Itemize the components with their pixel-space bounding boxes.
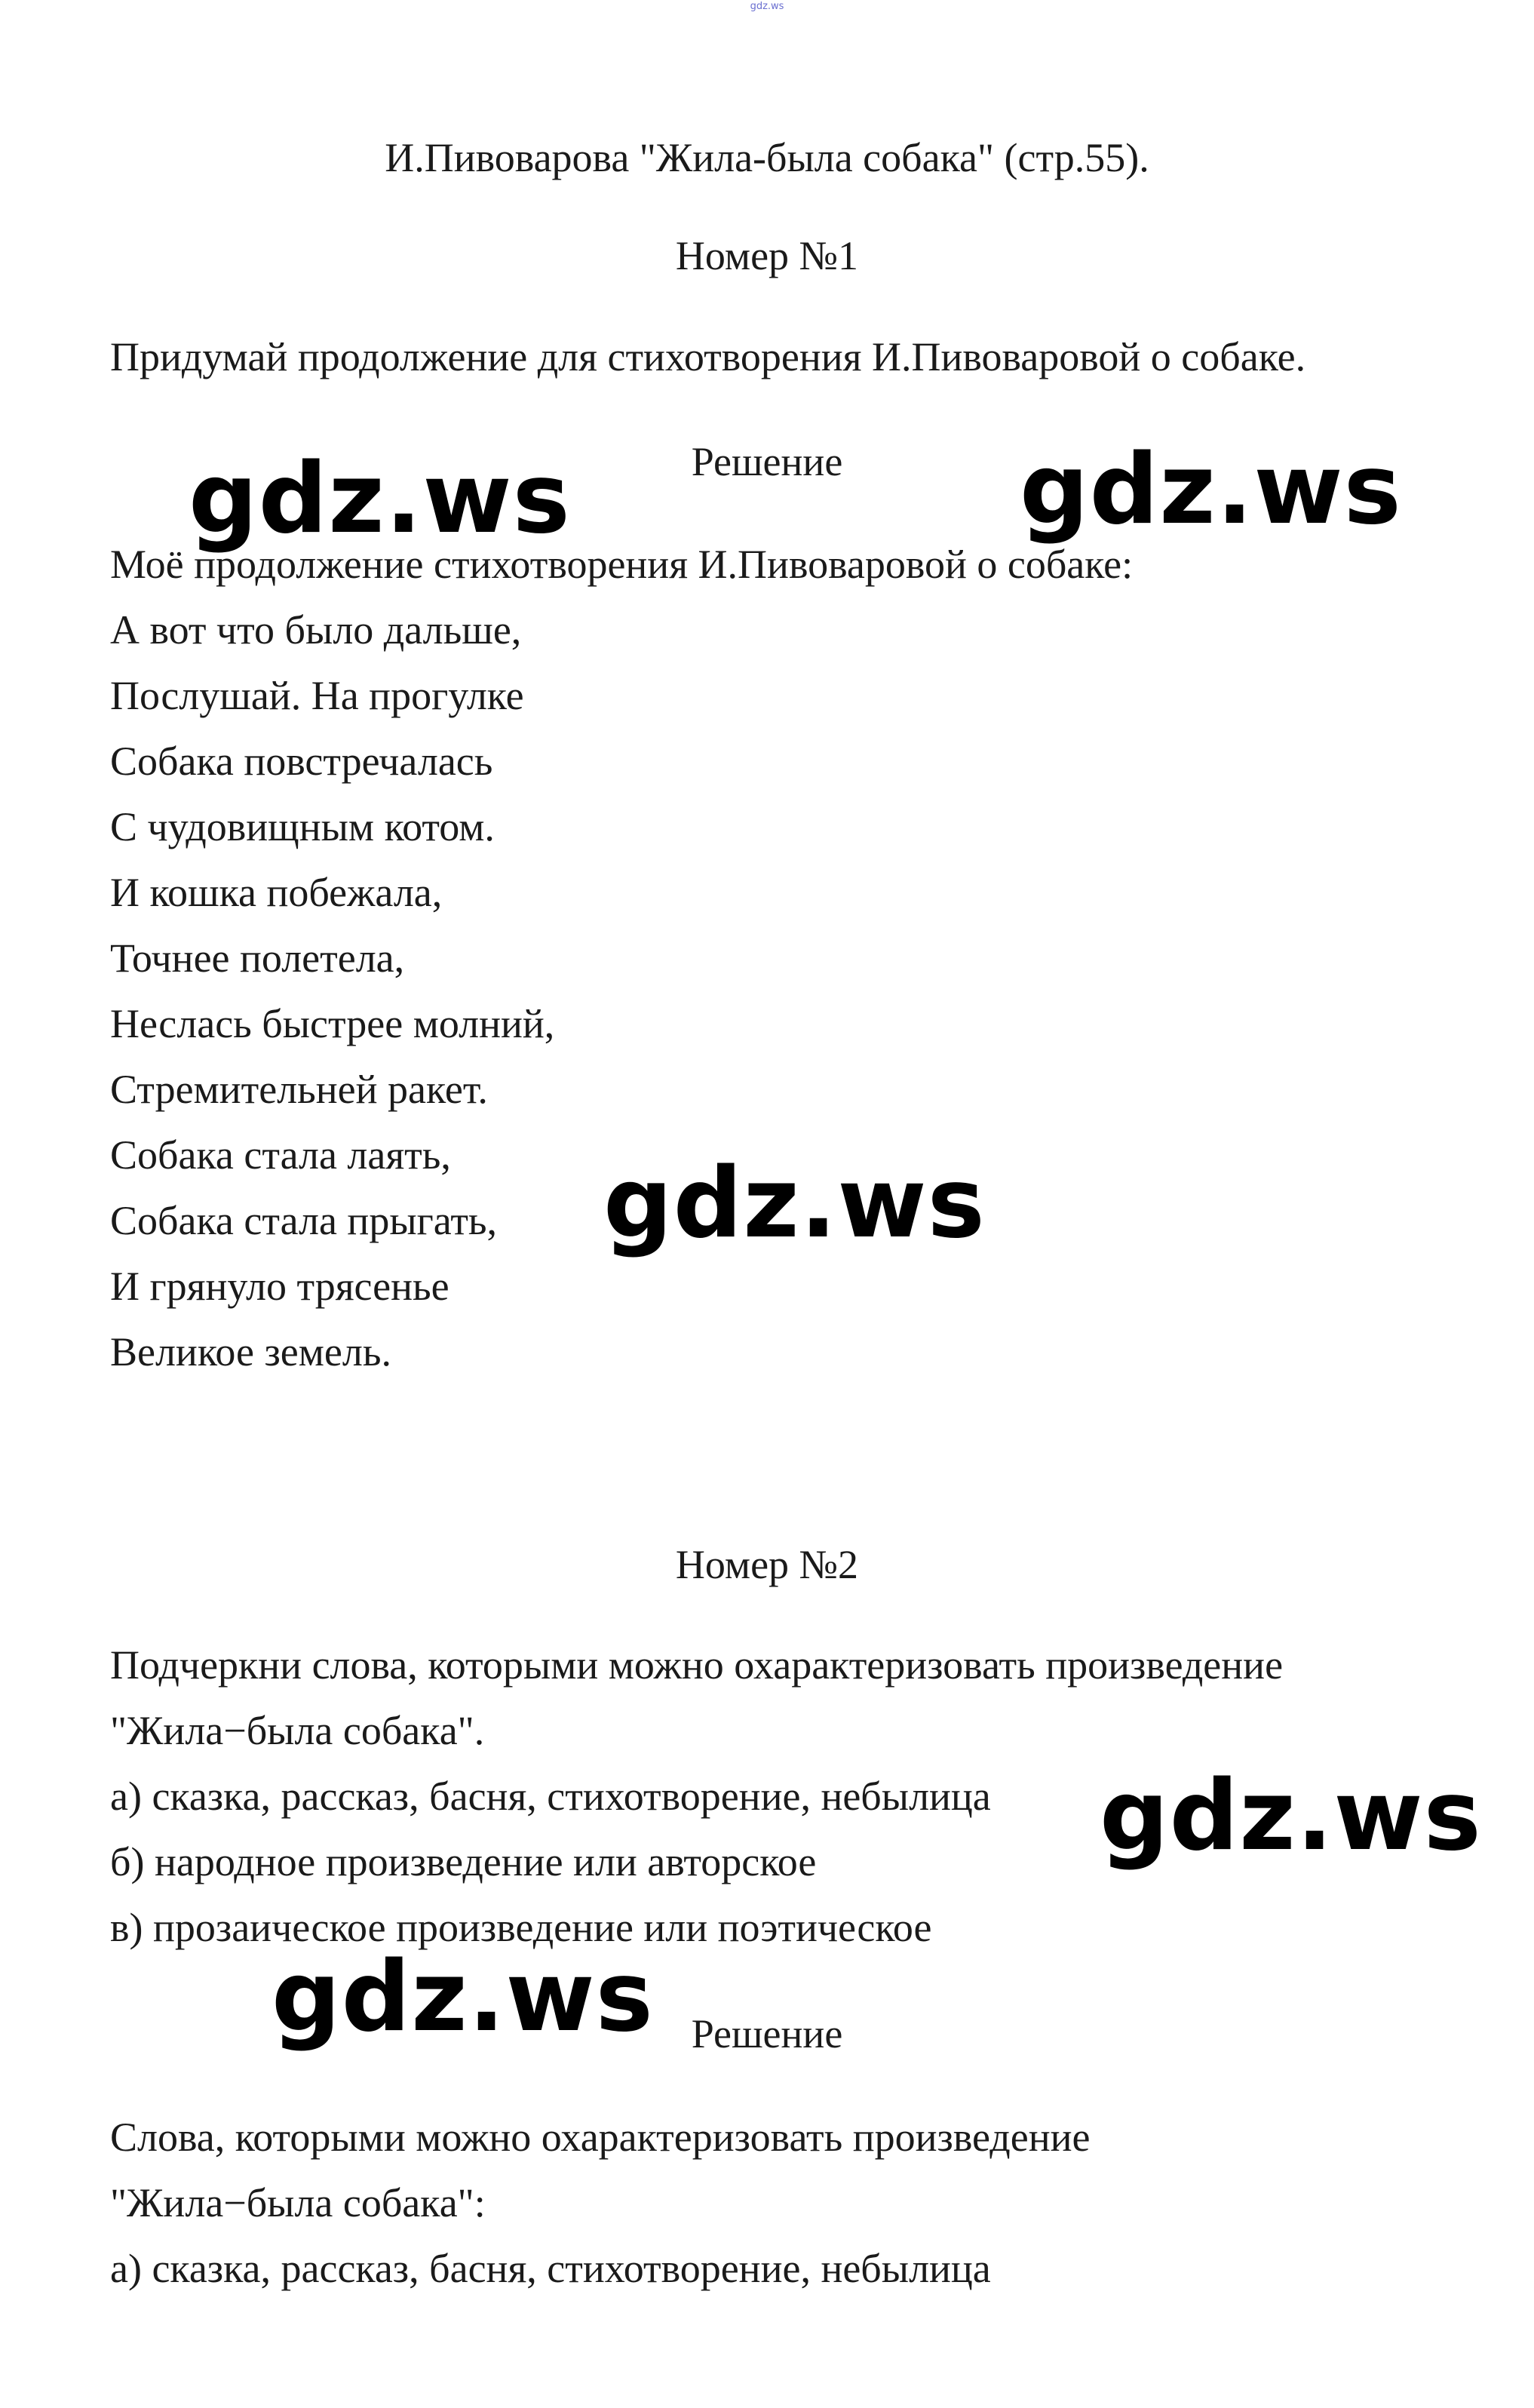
poem-line: Послушай. На прогулке (110, 673, 524, 718)
task1-question: Придумай продолжение для стихотворения И.Пивоваровой о собаке. (110, 334, 1306, 379)
task2-option: а) сказка, рассказ, басня, стихотворение, небылица (110, 1774, 991, 1819)
poem-line: Точнее полетела, (110, 935, 405, 981)
header-watermark: gdz.ws (750, 1, 784, 12)
task2-answer-line: а) сказка, рассказ, басня, стихотворение, небылица (110, 2246, 991, 2291)
task1-solution-label: Решение (691, 439, 843, 484)
poem-line: И грянуло трясенье (110, 1264, 449, 1309)
task2-option: в) прозаическое произведение или поэтическое (110, 1905, 932, 1950)
poem-line: С чудовищным котом. (110, 804, 495, 849)
task1-number: Номер №1 (675, 233, 859, 278)
task2-question-line: Подчеркни слова, которыми можно охарактеризовать произведение (110, 1642, 1284, 1688)
poem-line: А вот что было дальше, (110, 607, 522, 653)
poem-line: И кошка побежала, (110, 870, 443, 915)
task2-number: Номер №2 (675, 1542, 859, 1587)
watermark: gdz.ws (1100, 1760, 1482, 1872)
poem-line: Великое земель. (110, 1329, 391, 1374)
task2-question-line: "Жила−была собака". (110, 1708, 485, 1753)
task2-answer-line: "Жила−была собака": (110, 2180, 486, 2225)
watermark: gdz.ws (189, 443, 571, 555)
watermark: gdz.ws (272, 1941, 654, 2053)
task2-option: б) народное произведение или авторское (110, 1839, 817, 1884)
page-title: И.Пивоварова "Жила-была собака" (стр.55). (385, 135, 1149, 180)
task2-answer-line: Слова, которыми можно охарактеризовать произведение (110, 2115, 1091, 2160)
poem-line: Собака стала лаять, (110, 1132, 451, 1178)
poem-line: Собака повстречалась (110, 739, 493, 784)
watermark: gdz.ws (1020, 434, 1402, 546)
poem-line: Собака стала прыгать, (110, 1198, 498, 1243)
task1-answer-intro: Моё продолжение стихотворения И.Пивоваровой о собаке: (110, 542, 1134, 587)
watermark: gdz.ws (603, 1147, 986, 1260)
poem-line: Неслась быстрее молний, (110, 1001, 555, 1046)
task2-solution-label: Решение (691, 2011, 843, 2056)
poem-line: Стремительней ракет. (110, 1067, 488, 1112)
